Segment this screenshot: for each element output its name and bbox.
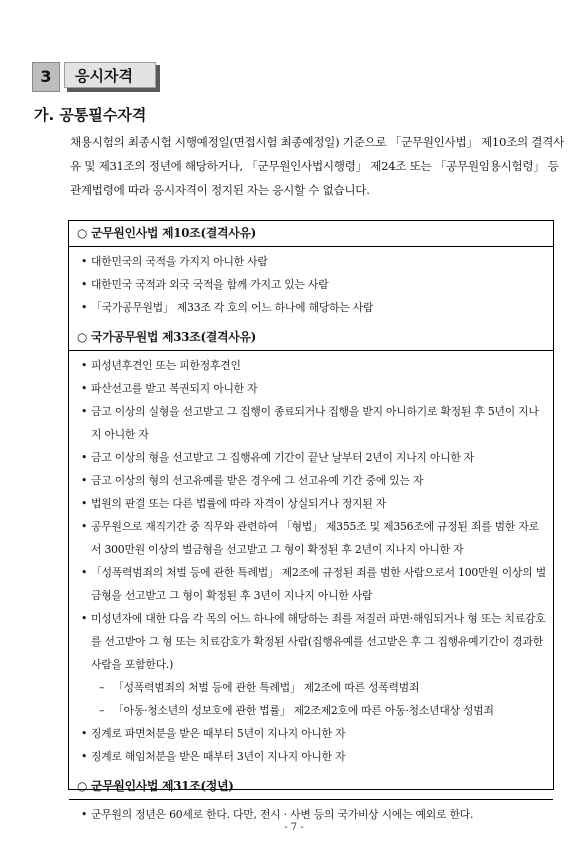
- subheading: 가. 공통필수자격: [34, 106, 147, 124]
- bullet-icon: •: [81, 808, 88, 821]
- dash-icon: –: [99, 681, 105, 694]
- list-item: • 금고 이상의 형의 선고유예를 받은 경우에 그 선고유예 기간 중에 있는 자: [77, 469, 547, 492]
- divider: [69, 246, 553, 247]
- section-number: 3: [32, 62, 60, 92]
- divider: [69, 799, 553, 800]
- bullet-icon: •: [81, 382, 88, 395]
- list-item: • 「국가공무원법」 제33조 각 호의 어느 하나에 해당하는 사람: [77, 296, 547, 319]
- list-item: • 공무원으로 재직기간 중 직무와 관련하여 「형법」 제355조 및 제356조에 규정된 죄를 범한 자로서 300만원 이상의 벌금형을 선고받고 그 형이 확정된 후 2년이 지나지 아니한 자: [77, 515, 547, 561]
- list-item: • 금고 이상의 실형을 선고받고 그 집행이 종료되거나 집행을 받지 아니하기로 확정된 후 5년이 지나지 아니한 자: [77, 400, 547, 446]
- bullet-icon: •: [81, 451, 88, 464]
- bullet-icon: •: [81, 520, 88, 533]
- list-item: • 대한민국의 국적을 가지지 아니한 사람: [77, 250, 547, 273]
- bullet-icon: •: [81, 497, 88, 510]
- list-item: • 징계로 해임처분을 받은 때부터 3년이 지나지 아니한 자: [77, 745, 547, 768]
- sub-list-item: – 「아동·청소년의 성보호에 관한 법률」 제2조제2호에 따른 아동·청소년대상 성범죄: [77, 699, 547, 722]
- bullet-icon: •: [81, 727, 88, 740]
- dash-icon: –: [99, 704, 105, 717]
- page-number: - 7 -: [284, 822, 304, 833]
- bullet-icon: •: [81, 359, 88, 372]
- intro-paragraph: 채용시험의 최종시험 시행예정일(면접시험 최종예정일) 기준으로 「군무원인사법」 제10조의 결격사유 및 제31조의 정년에 해당하거나, 「군무원인사법시행령」 제24조 또는 「공무원임용시험령」 등 관계법령에 따라 응시자격이 정지된 자는 응시할 수 없습니다.: [70, 135, 564, 197]
- list-item: • 금고 이상의 형을 선고받고 그 집행유예 기간이 끝난 날부터 2년이 지나지 아니한 자: [77, 446, 547, 469]
- section2-title: ○ 국가공무원법 제33조(결격사유): [77, 327, 547, 347]
- bullet-icon: •: [81, 255, 88, 268]
- list-item: • 징계로 파면처분을 받은 때부터 5년이 지나지 아니한 자: [77, 722, 547, 745]
- bullet-icon: •: [81, 278, 88, 291]
- divider: [69, 350, 553, 351]
- list-item: • 대한민국 국적과 외국 국적을 함께 가지고 있는 사람: [77, 273, 547, 296]
- list-item: • 피성년후견인 또는 피한정후견인: [77, 354, 547, 377]
- section-title: 응시자격: [64, 62, 156, 88]
- list-item: • 법원의 판결 또는 다른 법률에 따라 자격이 상실되거나 정지된 자: [77, 492, 547, 515]
- list-item: • 군무원의 정년은 60세로 한다. 다만, 전시 · 사변 등의 국가비상 시에는 예외로 한다.: [77, 803, 547, 826]
- list-item: • 「성폭력범죄의 처벌 등에 관한 특례법」 제2조에 규정된 죄를 범한 사람으로서 100만원 이상의 벌금형을 선고받고 그 형이 확정된 후 3년이 지나지 아니한 사람: [77, 561, 547, 607]
- list-item: • 파산선고를 받고 복권되지 아니한 자: [77, 377, 547, 400]
- bullet-icon: •: [81, 566, 88, 579]
- section3-title: ○ 군무원인사법 제31조(정년): [77, 776, 547, 796]
- bullet-icon: •: [81, 750, 88, 763]
- ring-icon: ○: [77, 779, 88, 793]
- ring-icon: ○: [77, 330, 88, 344]
- ring-icon: ○: [77, 226, 88, 240]
- eligibility-box: [68, 220, 554, 821]
- bullet-icon: •: [81, 301, 88, 314]
- list-item: • 미성년자에 대한 다음 각 목의 어느 하나에 해당하는 죄를 저질러 파면·해임되거나 형 또는 치료감호를 선고받아 그 형 또는 치료감호가 확정된 사람(집행유예를 선고받은 후 그 집행유예기간이 경과한 사람을 포함한다.): [77, 607, 547, 676]
- section-header: [32, 62, 160, 92]
- section1-title: ○ 군무원인사법 제10조(결격사유): [77, 223, 547, 243]
- bullet-icon: •: [81, 474, 88, 487]
- sub-list-item: – 「성폭력범죄의 처벌 등에 관한 특례법」 제2조에 따른 성폭력범죄: [77, 676, 547, 699]
- bullet-icon: •: [81, 405, 88, 418]
- bullet-icon: •: [81, 612, 88, 625]
